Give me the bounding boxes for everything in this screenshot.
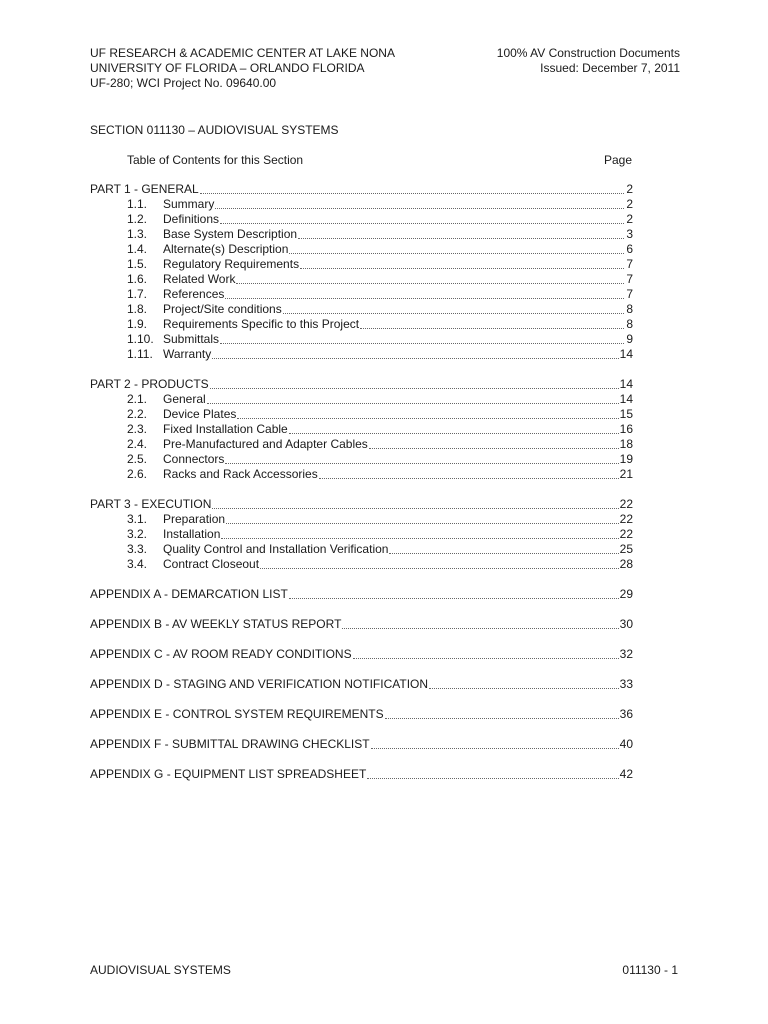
dot-leader: [220, 212, 624, 224]
toc-subentry-title: Racks and Rack Accessories: [163, 467, 318, 481]
toc-subentry-title: Installation: [163, 527, 221, 541]
toc-subentry-number: 1.4.: [127, 242, 148, 256]
toc-subentry-number: 3.2.: [127, 527, 148, 541]
toc-subentry[interactable]: [90, 212, 633, 227]
toc-subentry-number: 1.9.: [127, 317, 148, 331]
toc-subentry[interactable]: [90, 557, 633, 572]
table-of-contents: [90, 182, 633, 797]
toc-entry-page: 42: [619, 767, 633, 781]
toc-subentry[interactable]: [90, 422, 633, 437]
toc-entry[interactable]: [90, 767, 633, 782]
toc-subentry[interactable]: [90, 272, 633, 287]
dot-leader: [367, 767, 618, 779]
toc-subentry-title: Pre-Manufactured and Adapter Cables: [163, 437, 368, 451]
dot-leader: [342, 617, 618, 629]
dot-leader: [237, 407, 618, 419]
toc-subentry-page: 22: [619, 527, 633, 541]
toc-subentry-number: 1.11.: [127, 347, 153, 361]
toc-group: [90, 587, 633, 602]
toc-entry[interactable]: [90, 617, 633, 632]
toc-subentry-title: Preparation: [163, 512, 226, 526]
toc-subentry[interactable]: [90, 527, 633, 542]
toc-entry-page: 30: [619, 617, 633, 631]
project-name: UF RESEARCH & ACADEMIC CENTER AT LAKE NONA: [90, 46, 395, 60]
toc-subentry-number: 2.2.: [127, 407, 148, 421]
dot-leader: [300, 257, 624, 269]
toc-subentry[interactable]: [90, 467, 633, 482]
toc-entry-page: 29: [619, 587, 633, 601]
toc-entry-page: 36: [619, 707, 633, 721]
toc-entry-page: 22: [619, 497, 633, 511]
toc-entry-title: APPENDIX E - CONTROL SYSTEM REQUIREMENTS: [90, 707, 384, 721]
toc-entry-title: APPENDIX A - DEMARCATION LIST: [90, 587, 288, 601]
toc-group: [90, 182, 633, 362]
toc-subentry[interactable]: [90, 257, 633, 272]
dot-leader: [221, 527, 618, 539]
toc-subentry[interactable]: [90, 287, 633, 302]
toc-page-column-label: Page: [603, 153, 632, 167]
dot-leader: [298, 227, 624, 239]
toc-subentry-title: Quality Control and Installation Verification: [163, 542, 389, 556]
toc-subentry-page: 6: [626, 242, 633, 256]
toc-subentry[interactable]: [90, 242, 633, 257]
toc-subentry-page: 7: [626, 257, 633, 271]
toc-subentry-number: 3.3.: [127, 542, 148, 556]
toc-subentry-number: 2.1.: [127, 392, 148, 406]
toc-subentry-number: 2.4.: [127, 437, 148, 451]
toc-subentry-page: 25: [619, 542, 633, 556]
toc-entry-page: 33: [619, 677, 633, 691]
dot-leader: [212, 497, 618, 509]
toc-subentry-number: 1.5.: [127, 257, 148, 271]
footer-section-name: AUDIOVISUAL SYSTEMS: [90, 963, 231, 977]
toc-subentry-number: 3.4.: [127, 557, 148, 571]
toc-subentry-page: 7: [626, 272, 633, 286]
toc-entry[interactable]: [90, 182, 633, 197]
toc-subentry-page: 3: [626, 227, 633, 241]
toc-subentry-page: 8: [626, 302, 633, 316]
toc-subentry[interactable]: [90, 227, 633, 242]
header-line: [90, 46, 680, 61]
toc-entry-title: PART 3 - EXECUTION: [90, 497, 212, 511]
toc-subentry-title: Project/Site conditions: [163, 302, 282, 316]
dot-leader: [289, 242, 624, 254]
toc-subentry-page: 2: [626, 212, 633, 226]
dot-leader: [210, 377, 619, 389]
dot-leader: [371, 737, 619, 749]
dot-leader: [225, 452, 618, 464]
toc-subentry-page: 2: [626, 197, 633, 211]
toc-subentry-title: Contract Closeout: [163, 557, 260, 571]
toc-subentry-title: Alternate(s) Description: [163, 242, 289, 256]
toc-entry[interactable]: [90, 707, 633, 722]
toc-subentry-title: Connectors: [163, 452, 225, 466]
toc-subentry-title: General: [163, 392, 206, 406]
toc-group: [90, 617, 633, 632]
toc-entry-page: 14: [619, 377, 633, 391]
dot-leader: [369, 437, 619, 449]
toc-group: [90, 677, 633, 692]
dot-leader: [260, 557, 619, 569]
toc-group: [90, 707, 633, 722]
dot-leader: [389, 542, 618, 554]
toc-subentry-number: 1.1.: [127, 197, 148, 211]
project-number: UF-280; WCI Project No. 09640.00: [90, 76, 277, 90]
toc-subentry-title: Warranty: [163, 347, 212, 361]
toc-subentry-title: Fixed Installation Cable: [163, 422, 288, 436]
toc-subentry-page: 21: [619, 467, 633, 481]
toc-entry-title: APPENDIX G - EQUIPMENT LIST SPREADSHEET: [90, 767, 367, 781]
toc-subentry[interactable]: [90, 332, 633, 347]
section-title: SECTION 011130 – AUDIOVISUAL SYSTEMS: [90, 123, 339, 137]
dot-leader: [212, 347, 618, 359]
dot-leader: [236, 272, 624, 284]
toc-entry-page: 2: [626, 182, 633, 196]
toc-subentry[interactable]: [90, 392, 633, 407]
toc-subentry-page: 19: [619, 452, 633, 466]
toc-subentry-number: 1.10.: [127, 332, 154, 346]
toc-subentry[interactable]: [90, 407, 633, 422]
toc-subentry-title: Requirements Specific to this Project: [163, 317, 360, 331]
toc-subentry-title: Related Work: [163, 272, 236, 286]
toc-subentry-page: 14: [619, 347, 633, 361]
dot-leader: [225, 287, 624, 299]
toc-entry-page: 40: [619, 737, 633, 751]
dot-leader: [385, 707, 619, 719]
toc-entry-title: APPENDIX B - AV WEEKLY STATUS REPORT: [90, 617, 342, 631]
toc-subentry-page: 22: [619, 512, 633, 526]
toc-subentry[interactable]: [90, 347, 633, 362]
toc-subentry-number: 1.6.: [127, 272, 148, 286]
dot-leader: [283, 302, 624, 314]
toc-subentry-title: References: [163, 287, 225, 301]
toc-entry-title: PART 2 - PRODUCTS: [90, 377, 209, 391]
toc-entry[interactable]: [90, 677, 633, 692]
document-footer: [90, 963, 678, 978]
toc-subentry-title: Base System Description: [163, 227, 298, 241]
toc-subentry[interactable]: [90, 302, 633, 317]
dot-leader: [360, 317, 624, 329]
header-line: [90, 61, 680, 76]
toc-group: [90, 497, 633, 572]
page-number: 011130 - 1: [622, 963, 678, 977]
toc-subentry-title: Device Plates: [163, 407, 237, 421]
dot-leader: [353, 647, 619, 659]
toc-entry-title: APPENDIX D - STAGING AND VERIFICATION NOTIFICATION: [90, 677, 429, 691]
document-status: 100% AV Construction Documents: [496, 46, 680, 60]
toc-entry[interactable]: [90, 647, 633, 662]
toc-subentry-page: 8: [626, 317, 633, 331]
toc-entry[interactable]: [90, 377, 633, 392]
toc-subentry-page: 14: [619, 392, 633, 406]
dot-leader: [215, 197, 624, 209]
toc-subentry-page: 9: [626, 332, 633, 346]
toc-group: [90, 647, 633, 662]
toc-group: [90, 377, 633, 482]
toc-subentry-number: 1.3.: [127, 227, 148, 241]
institution-name: UNIVERSITY OF FLORIDA – ORLANDO FLORIDA: [90, 61, 365, 75]
toc-subentry[interactable]: [90, 452, 633, 467]
toc-subentry-page: 16: [619, 422, 633, 436]
toc-subentry-number: 1.8.: [127, 302, 148, 316]
toc-subentry-number: 1.7.: [127, 287, 148, 301]
toc-subentry[interactable]: [90, 542, 633, 557]
toc-subentry-title: Summary: [163, 197, 215, 211]
toc-subentry-number: 2.3.: [127, 422, 148, 436]
toc-subentry-title: Regulatory Requirements: [163, 257, 300, 271]
toc-subentry-number: 1.2.: [127, 212, 148, 226]
toc-subentry[interactable]: [90, 197, 633, 212]
toc-entry-title: PART 1 - GENERAL: [90, 182, 199, 196]
dot-leader: [226, 512, 619, 524]
toc-subentry[interactable]: [90, 317, 633, 332]
toc-entry-title: APPENDIX C - AV ROOM READY CONDITIONS: [90, 647, 352, 661]
toc-subentry-number: 2.5.: [127, 452, 148, 466]
header-line: [90, 76, 680, 91]
toc-group: [90, 767, 633, 782]
toc-subentry-page: 28: [619, 557, 633, 571]
dot-leader: [289, 422, 619, 434]
toc-subentry-number: 3.1.: [127, 512, 148, 526]
toc-subentry-title: Submittals: [163, 332, 220, 346]
toc-subentry-number: 2.6.: [127, 467, 148, 481]
dot-leader: [220, 332, 624, 344]
dot-leader: [429, 677, 619, 689]
dot-leader: [319, 467, 619, 479]
toc-header: [127, 153, 632, 168]
issue-date: Issued: December 7, 2011: [540, 61, 680, 75]
toc-subentry[interactable]: [90, 512, 633, 527]
toc-entry[interactable]: [90, 587, 633, 602]
toc-subentry-title: Definitions: [163, 212, 220, 226]
toc-entry[interactable]: [90, 497, 633, 512]
document-header: [90, 46, 680, 91]
dot-leader: [200, 182, 624, 194]
dot-leader: [289, 587, 619, 599]
toc-subentry-page: 15: [619, 407, 633, 421]
dot-leader: [207, 392, 619, 404]
toc-header-label: Table of Contents for this Section: [127, 153, 304, 167]
toc-subentry-page: 18: [619, 437, 633, 451]
toc-subentry[interactable]: [90, 437, 633, 452]
toc-subentry-page: 7: [626, 287, 633, 301]
toc-group: [90, 737, 633, 752]
toc-entry[interactable]: [90, 737, 633, 752]
toc-entry-title: APPENDIX F - SUBMITTAL DRAWING CHECKLIST: [90, 737, 370, 751]
toc-entry-page: 32: [619, 647, 633, 661]
